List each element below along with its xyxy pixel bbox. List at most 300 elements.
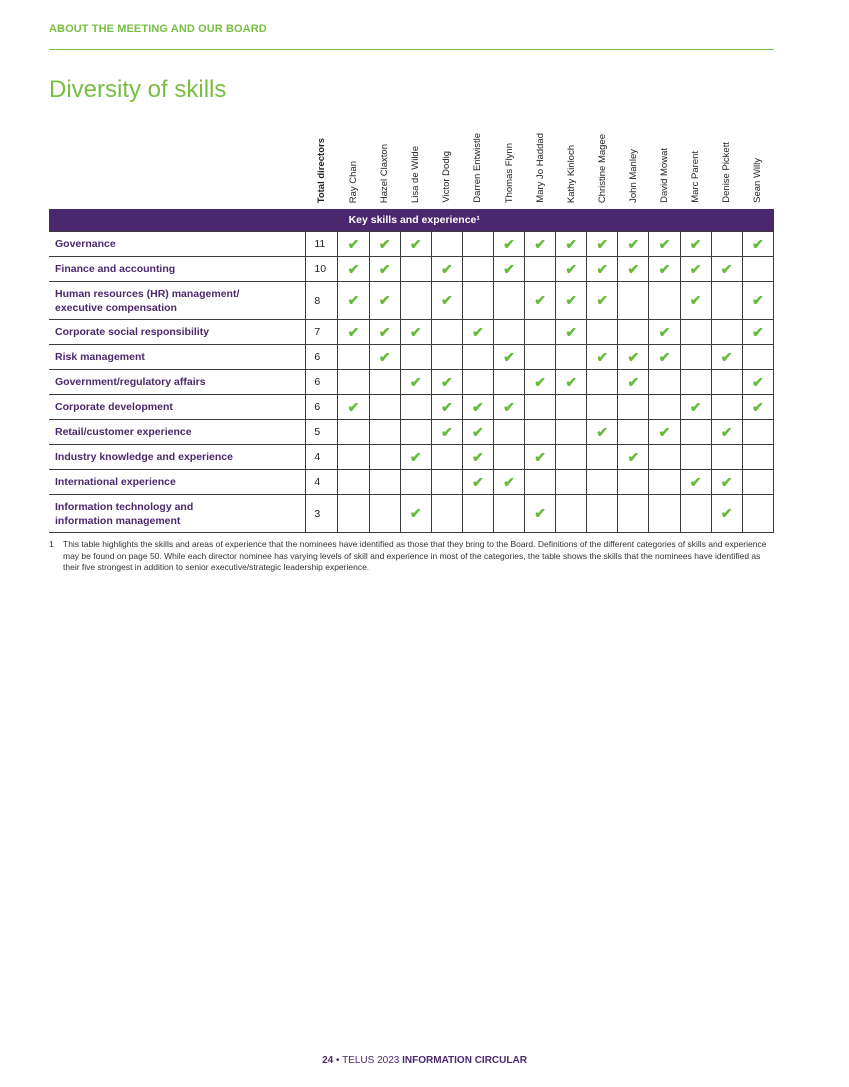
- checkmark-icon: ✔: [596, 235, 609, 252]
- table-row: [49, 257, 774, 282]
- checkmark-icon: ✔: [378, 292, 391, 308]
- checkmark-icon: ✔: [347, 292, 360, 308]
- total-directors-cell: 8: [306, 282, 338, 320]
- skill-cell: [587, 395, 618, 420]
- director-name: Kathy Kinloch: [565, 144, 577, 203]
- checkmark-icon: ✔: [347, 235, 360, 252]
- skill-cell: [493, 495, 524, 533]
- skill-cell: [618, 232, 649, 257]
- skill-cell: [525, 445, 556, 470]
- skill-cell: [680, 345, 711, 370]
- skill-cell: [556, 420, 587, 445]
- skill-cell: [431, 470, 462, 495]
- skill-cell: [493, 232, 524, 257]
- skill-cell: [369, 420, 400, 445]
- skill-cell: [493, 445, 524, 470]
- skill-cell: [369, 320, 400, 345]
- checkmark-icon: ✔: [627, 260, 640, 277]
- skill-cell: [493, 345, 524, 370]
- checkmark-icon: ✔: [689, 260, 702, 277]
- checkmark-icon: ✔: [503, 235, 515, 252]
- skill-cell: [462, 282, 493, 320]
- skill-cell: [680, 282, 711, 320]
- skill-label: Corporate development: [49, 395, 306, 420]
- skill-cell: [369, 470, 400, 495]
- skill-cell: [369, 282, 400, 320]
- skill-cell: [587, 232, 618, 257]
- director-name: Sean Willy: [752, 158, 764, 203]
- table-row: [49, 345, 774, 370]
- director-header: [431, 118, 462, 209]
- skill-cell: [525, 320, 556, 345]
- skill-cell: [742, 257, 773, 282]
- checkmark-icon: ✔: [689, 292, 702, 308]
- checkmark-icon: ✔: [658, 423, 671, 440]
- skill-cell: [400, 470, 431, 495]
- skill-cell: [338, 470, 369, 495]
- checkmark-icon: ✔: [409, 323, 422, 340]
- checkmark-icon: ✔: [440, 292, 453, 308]
- skill-cell: [369, 257, 400, 282]
- director-header: [400, 118, 431, 209]
- checkmark-icon: ✔: [503, 260, 515, 277]
- total-directors-cell: 3: [306, 495, 338, 533]
- skill-cell: [649, 495, 680, 533]
- skill-cell: [400, 445, 431, 470]
- table-row: [49, 232, 774, 257]
- total-directors-cell: 5: [306, 420, 338, 445]
- checkmark-icon: ✔: [409, 235, 422, 252]
- skill-cell: [556, 470, 587, 495]
- skill-label: Governance: [49, 232, 306, 257]
- checkmark-icon: ✔: [596, 292, 609, 308]
- checkmark-icon: ✔: [658, 323, 671, 340]
- section-rule: [49, 49, 774, 50]
- skill-cell: [556, 282, 587, 320]
- skill-cell: [400, 257, 431, 282]
- director-header: [369, 118, 400, 209]
- skill-cell: [618, 320, 649, 345]
- skill-cell: [680, 320, 711, 345]
- checkmark-icon: ✔: [751, 235, 764, 252]
- checkmark-icon: ✔: [347, 323, 360, 340]
- skill-cell: [400, 370, 431, 395]
- skill-cell: [587, 282, 618, 320]
- table-row: [49, 420, 774, 445]
- skill-cell: [338, 395, 369, 420]
- skill-cell: [369, 445, 400, 470]
- director-name: Victor Dodig: [441, 151, 453, 203]
- director-name: Denise Pickett: [721, 142, 733, 203]
- skill-cell: [525, 345, 556, 370]
- skill-label: Finance and accounting: [49, 257, 306, 282]
- total-directors-cell: 4: [306, 470, 338, 495]
- skill-cell: [742, 370, 773, 395]
- checkmark-icon: ✔: [627, 235, 640, 252]
- skill-cell: [711, 257, 742, 282]
- skill-cell: [338, 345, 369, 370]
- skills-matrix-table: [49, 118, 774, 533]
- checkmark-icon: ✔: [503, 473, 515, 490]
- footnote-text: This table highlights the skills and areas of experience that the nominees have identified as those that they bring to the Board. Definitions of the different categories of skills and experience may be found on page 50. While each director nominee has varying levels of skill and experience in most of the categories, the table shows the skills that the nominees have identified as their five strongest in addition to senior executive/strategic leadership experience.: [63, 539, 767, 572]
- skill-cell: [711, 232, 742, 257]
- skill-label: Retail/customer experience: [49, 420, 306, 445]
- skill-cell: [618, 282, 649, 320]
- director-name: Darren Entwistle: [472, 133, 484, 203]
- table-row: [49, 282, 774, 320]
- skill-cell: [525, 232, 556, 257]
- director-name: John Manley: [627, 149, 639, 203]
- skill-cell: [338, 232, 369, 257]
- checkmark-icon: ✔: [720, 260, 733, 277]
- skill-cell: [431, 257, 462, 282]
- director-name: Thomas Flynn: [503, 142, 515, 203]
- skill-cell: [742, 345, 773, 370]
- director-header: [742, 118, 773, 209]
- skill-cell: [711, 282, 742, 320]
- skill-cell: [649, 445, 680, 470]
- skill-cell: [369, 232, 400, 257]
- director-name: Mary Jo Haddad: [534, 133, 546, 203]
- skill-cell: [711, 445, 742, 470]
- skill-cell: [525, 257, 556, 282]
- skill-cell: [742, 282, 773, 320]
- skill-cell: [400, 282, 431, 320]
- skill-cell: [462, 232, 493, 257]
- total-directors-header: [306, 118, 338, 209]
- skill-cell: [338, 257, 369, 282]
- skill-cell: [556, 370, 587, 395]
- skill-cell: [618, 257, 649, 282]
- checkmark-icon: ✔: [565, 260, 578, 277]
- page-title: Diversity of skills: [49, 76, 227, 103]
- table-row: [49, 470, 774, 495]
- skill-cell: [525, 370, 556, 395]
- skill-cell: [587, 470, 618, 495]
- skill-cell: [338, 370, 369, 395]
- skill-cell: [680, 495, 711, 533]
- director-name: Christine Magee: [596, 133, 608, 203]
- total-directors-cell: 4: [306, 445, 338, 470]
- checkmark-icon: ✔: [472, 448, 484, 465]
- skill-cell: [711, 370, 742, 395]
- director-name: David Mowat: [658, 148, 670, 203]
- checkmark-icon: ✔: [627, 448, 640, 465]
- skill-cell: [556, 345, 587, 370]
- director-header: [338, 118, 369, 209]
- skill-cell: [649, 420, 680, 445]
- footer-separator: •: [333, 1055, 343, 1066]
- skill-cell: [493, 395, 524, 420]
- checkmark-icon: ✔: [596, 423, 609, 440]
- skill-cell: [587, 345, 618, 370]
- checkmark-icon: ✔: [378, 260, 391, 277]
- band-label: Key skills and experience¹: [49, 209, 774, 232]
- skill-cell: [587, 420, 618, 445]
- table-row: [49, 370, 774, 395]
- checkmark-icon: ✔: [751, 292, 764, 308]
- skill-cell: [711, 320, 742, 345]
- total-directors-cell: 6: [306, 395, 338, 420]
- footer-publication: TELUS 2023: [342, 1055, 403, 1066]
- director-header: [618, 118, 649, 209]
- checkmark-icon: ✔: [440, 423, 453, 440]
- skill-cell: [742, 232, 773, 257]
- director-header: [462, 118, 493, 209]
- skill-cell: [400, 232, 431, 257]
- checkmark-icon: ✔: [627, 373, 640, 390]
- skill-cell: [556, 320, 587, 345]
- skill-cell: [493, 282, 524, 320]
- skill-cell: [462, 495, 493, 533]
- skill-cell: [742, 445, 773, 470]
- checkmark-icon: ✔: [565, 292, 578, 308]
- skill-cell: [338, 282, 369, 320]
- skill-cell: [742, 320, 773, 345]
- skill-label: Industry knowledge and experience: [49, 445, 306, 470]
- skill-cell: [711, 420, 742, 445]
- checkmark-icon: ✔: [440, 398, 453, 415]
- total-directors-cell: 10: [306, 257, 338, 282]
- skill-cell: [587, 257, 618, 282]
- checkmark-icon: ✔: [534, 448, 546, 465]
- skill-cell: [587, 445, 618, 470]
- skill-cell: [587, 495, 618, 533]
- skill-cell: [462, 470, 493, 495]
- skill-cell: [493, 470, 524, 495]
- checkmark-icon: ✔: [472, 398, 484, 415]
- skill-cell: [369, 370, 400, 395]
- director-name: Marc Parent: [690, 151, 702, 203]
- skill-cell: [618, 470, 649, 495]
- skill-cell: [400, 395, 431, 420]
- skill-cell: [711, 470, 742, 495]
- skill-cell: [680, 395, 711, 420]
- checkmark-icon: ✔: [409, 373, 422, 390]
- skill-cell: [711, 345, 742, 370]
- director-header: [587, 118, 618, 209]
- skill-cell: [400, 420, 431, 445]
- table-row: [49, 495, 774, 533]
- checkmark-icon: ✔: [534, 292, 546, 308]
- skill-cell: [338, 420, 369, 445]
- skill-cell: [618, 495, 649, 533]
- table-header-row: [49, 118, 774, 209]
- checkmark-icon: ✔: [534, 235, 546, 252]
- checkmark-icon: ✔: [534, 373, 546, 390]
- footer-publication-bold: INFORMATION CIRCULAR: [402, 1055, 527, 1066]
- skill-cell: [493, 320, 524, 345]
- skill-cell: [649, 320, 680, 345]
- skill-cell: [431, 420, 462, 445]
- skill-cell: [556, 495, 587, 533]
- skill-cell: [431, 395, 462, 420]
- skill-cell: [680, 470, 711, 495]
- checkmark-icon: ✔: [751, 398, 764, 415]
- skill-cell: [742, 395, 773, 420]
- checkmark-icon: ✔: [689, 235, 702, 252]
- skill-cell: [556, 232, 587, 257]
- checkmark-icon: ✔: [440, 373, 453, 390]
- checkmark-icon: ✔: [720, 473, 733, 490]
- skill-cell: [618, 420, 649, 445]
- director-header: [493, 118, 524, 209]
- checkmark-icon: ✔: [565, 323, 578, 340]
- skill-cell: [369, 395, 400, 420]
- skill-cell: [618, 345, 649, 370]
- skill-label: Information technology and information management: [49, 495, 306, 533]
- checkmark-icon: ✔: [720, 505, 733, 521]
- skill-label: Risk management: [49, 345, 306, 370]
- checkmark-icon: ✔: [689, 473, 702, 490]
- checkmark-icon: ✔: [472, 423, 484, 440]
- skill-cell: [649, 345, 680, 370]
- checkmark-icon: ✔: [347, 260, 360, 277]
- footnote-number: 1: [49, 539, 54, 549]
- skill-cell: [649, 395, 680, 420]
- skill-cell: [711, 495, 742, 533]
- page-footer: [0, 1055, 849, 1066]
- director-name: Ray Chan: [348, 160, 360, 203]
- page-number: 24: [322, 1055, 334, 1066]
- checkmark-icon: ✔: [565, 235, 578, 252]
- director-header: [556, 118, 587, 209]
- checkmark-icon: ✔: [409, 505, 422, 521]
- checkmark-icon: ✔: [503, 398, 515, 415]
- checkmark-icon: ✔: [378, 235, 391, 252]
- skill-cell: [649, 370, 680, 395]
- skill-cell: [556, 445, 587, 470]
- checkmark-icon: ✔: [409, 448, 422, 465]
- checkmark-icon: ✔: [596, 348, 609, 365]
- skill-cell: [525, 420, 556, 445]
- skill-cell: [680, 445, 711, 470]
- checkmark-icon: ✔: [378, 323, 391, 340]
- skill-cell: [431, 445, 462, 470]
- skill-cell: [338, 495, 369, 533]
- skill-cell: [525, 495, 556, 533]
- checkmark-icon: ✔: [627, 348, 640, 365]
- checkmark-icon: ✔: [472, 323, 484, 340]
- checkmark-icon: ✔: [658, 260, 671, 277]
- director-header: [680, 118, 711, 209]
- skill-cell: [400, 345, 431, 370]
- checkmark-icon: ✔: [534, 505, 546, 521]
- total-directors-cell: 11: [306, 232, 338, 257]
- checkmark-icon: ✔: [751, 373, 764, 390]
- skill-cell: [493, 257, 524, 282]
- total-directors-label: Total directors: [316, 137, 328, 203]
- skill-cell: [649, 470, 680, 495]
- skill-cell: [431, 282, 462, 320]
- checkmark-icon: ✔: [689, 398, 702, 415]
- skill-cell: [587, 320, 618, 345]
- total-directors-cell: 7: [306, 320, 338, 345]
- skill-cell: [525, 282, 556, 320]
- skill-cell: [556, 395, 587, 420]
- checkmark-icon: ✔: [751, 323, 764, 340]
- skill-label: International experience: [49, 470, 306, 495]
- director-name: Hazel Claxton: [379, 143, 391, 203]
- checkmark-icon: ✔: [503, 348, 515, 365]
- skill-cell: [431, 345, 462, 370]
- skill-label: Corporate social responsibility: [49, 320, 306, 345]
- skill-cell: [649, 257, 680, 282]
- skill-cell: [338, 320, 369, 345]
- skill-cell: [400, 495, 431, 533]
- skill-cell: [525, 395, 556, 420]
- skill-cell: [742, 495, 773, 533]
- skill-cell: [338, 445, 369, 470]
- skill-cell: [431, 320, 462, 345]
- table-row: [49, 320, 774, 345]
- checkmark-icon: ✔: [378, 348, 391, 365]
- skill-cell: [680, 257, 711, 282]
- footnote: [49, 539, 769, 574]
- director-name: Lisa de Wilde: [410, 145, 422, 203]
- checkmark-icon: ✔: [720, 423, 733, 440]
- skill-cell: [431, 232, 462, 257]
- director-header: [711, 118, 742, 209]
- skill-cell: [431, 495, 462, 533]
- skill-cell: [525, 470, 556, 495]
- checkmark-icon: ✔: [440, 260, 453, 277]
- skill-cell: [400, 320, 431, 345]
- skill-cell: [462, 370, 493, 395]
- checkmark-icon: ✔: [472, 473, 484, 490]
- total-directors-cell: 6: [306, 370, 338, 395]
- skill-cell: [369, 495, 400, 533]
- table-band-row: [49, 209, 774, 232]
- checkmark-icon: ✔: [658, 235, 671, 252]
- checkmark-icon: ✔: [565, 373, 578, 390]
- skill-cell: [680, 232, 711, 257]
- skill-cell: [680, 420, 711, 445]
- table-row: [49, 395, 774, 420]
- skill-cell: [462, 445, 493, 470]
- director-header: [525, 118, 556, 209]
- skill-cell: [462, 320, 493, 345]
- checkmark-icon: ✔: [347, 398, 360, 415]
- skill-cell: [587, 370, 618, 395]
- skill-cell: [618, 370, 649, 395]
- skill-cell: [369, 345, 400, 370]
- skill-cell: [493, 370, 524, 395]
- header-spacer: [49, 118, 306, 209]
- skill-cell: [618, 395, 649, 420]
- skill-label: Government/regulatory affairs: [49, 370, 306, 395]
- checkmark-icon: ✔: [596, 260, 609, 277]
- skill-cell: [711, 395, 742, 420]
- total-directors-cell: 6: [306, 345, 338, 370]
- skill-cell: [462, 395, 493, 420]
- skill-cell: [742, 470, 773, 495]
- skill-cell: [462, 420, 493, 445]
- skill-cell: [462, 257, 493, 282]
- skill-cell: [742, 420, 773, 445]
- skill-label: Human resources (HR) management/ executive compensation: [49, 282, 306, 320]
- skill-cell: [493, 420, 524, 445]
- skill-cell: [680, 370, 711, 395]
- skill-cell: [462, 345, 493, 370]
- checkmark-icon: ✔: [720, 348, 733, 365]
- skill-cell: [556, 257, 587, 282]
- checkmark-icon: ✔: [658, 348, 671, 365]
- skill-cell: [649, 282, 680, 320]
- director-header: [649, 118, 680, 209]
- skill-cell: [431, 370, 462, 395]
- section-label: ABOUT THE MEETING AND OUR BOARD: [49, 23, 267, 35]
